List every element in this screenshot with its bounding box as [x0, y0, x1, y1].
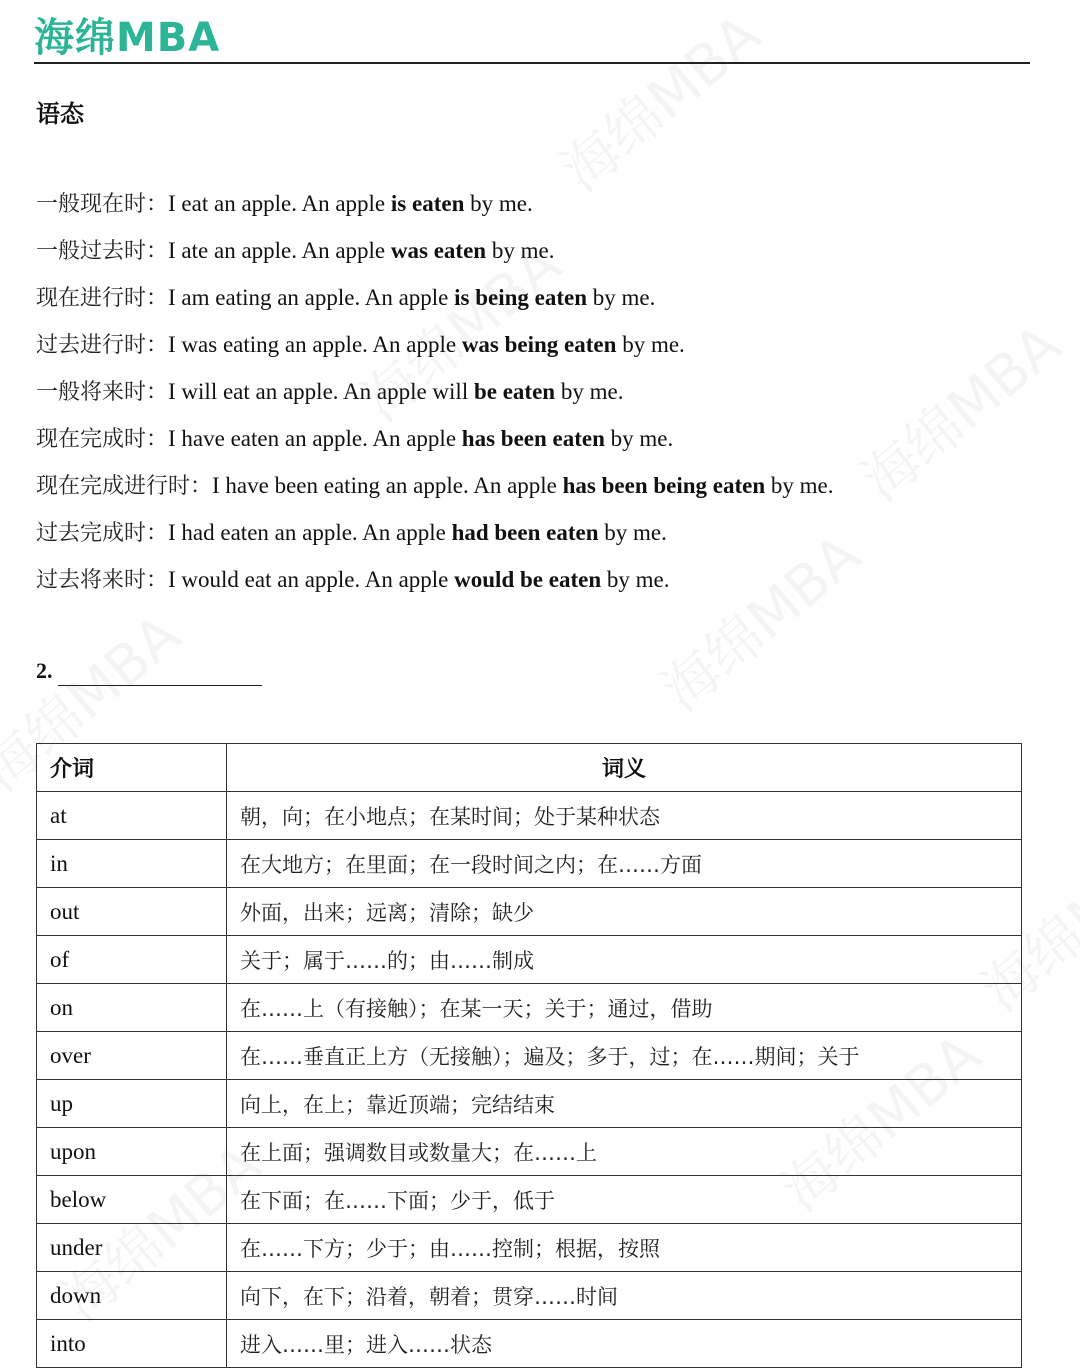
table-row: [37, 1080, 1022, 1128]
meaning-cell: 在……上（有接触）；在某一天；关于；通过，借助: [227, 984, 1022, 1032]
tense-label: 现在完成进行时：: [36, 474, 213, 499]
passive-verb-phrase: is eaten: [390, 191, 465, 216]
sentence-text: by me.: [765, 473, 834, 498]
passive-verb-phrase: would be eaten: [454, 567, 602, 592]
preposition-cell: down: [37, 1272, 227, 1320]
brand-logo: 海绵MBA: [34, 15, 221, 61]
tense-label: 现在完成时：: [36, 427, 169, 452]
preposition-cell: of: [37, 936, 227, 984]
sentence-text: by me.: [486, 238, 555, 263]
table-row: [37, 1272, 1022, 1320]
passive-verb-phrase: be eaten: [473, 379, 556, 404]
passive-verb-phrase: has been being eaten: [562, 473, 766, 498]
example-sentence: [168, 238, 554, 263]
sentence-text: by me.: [601, 567, 670, 592]
preposition-cell: at: [37, 792, 227, 840]
table-row: [37, 1176, 1022, 1224]
meaning-cell: 向下，在下；沿着，朝着；贯穿……时间: [227, 1272, 1022, 1320]
sentence-text: I was eating an apple. An apple: [168, 332, 462, 357]
voice-example-line: [36, 415, 1036, 462]
sentence-text: I eat an apple. An apple: [168, 191, 391, 216]
preposition-table: [36, 743, 1022, 1368]
table-header-row: [37, 744, 1022, 792]
sentence-text: I ate an apple. An apple: [168, 238, 391, 263]
voice-example-line: [36, 368, 1036, 415]
header-meaning: 词义: [227, 744, 1022, 792]
example-sentence: [168, 191, 533, 216]
voice-example-line: [36, 462, 1036, 509]
sentence-text: I am eating an apple. An apple: [168, 285, 455, 310]
sentence-text: I would eat an apple. An apple: [168, 567, 455, 592]
meaning-cell: 在下面；在……下面；少于，低于: [227, 1176, 1022, 1224]
section-title: 语态: [36, 100, 84, 128]
preposition-cell: out: [37, 888, 227, 936]
voice-example-line: [36, 509, 1036, 556]
tense-label: 一般将来时：: [36, 380, 169, 405]
tense-label: 过去将来时：: [36, 568, 169, 593]
meaning-cell: 进入……里；进入……状态: [227, 1320, 1022, 1368]
voice-example-line: [36, 321, 1036, 368]
table-row: [37, 888, 1022, 936]
example-sentence: [168, 379, 623, 404]
example-sentence: [168, 285, 655, 310]
meaning-cell: 在上面；强调数目或数量大；在……上: [227, 1128, 1022, 1176]
voice-example-line: [36, 227, 1036, 274]
meaning-cell: 在大地方；在里面；在一段时间之内；在……方面: [227, 840, 1022, 888]
meaning-cell: 朝，向；在小地点；在某时间；处于某种状态: [227, 792, 1022, 840]
section-2-blank-line: [58, 685, 262, 686]
header-divider: [34, 62, 1030, 64]
preposition-cell: on: [37, 984, 227, 1032]
voice-example-list: [36, 180, 1036, 603]
meaning-cell: 外面，出来；远离；清除；缺少: [227, 888, 1022, 936]
sentence-text: I have been eating an apple. An apple: [212, 473, 563, 498]
voice-example-line: [36, 274, 1036, 321]
header-preposition: 介词: [37, 744, 227, 792]
sentence-text: by me.: [598, 520, 667, 545]
sentence-text: by me.: [587, 285, 656, 310]
table-row: [37, 792, 1022, 840]
meaning-cell: 在……垂直正上方（无接触）；遍及；多于，过；在……期间；关于: [227, 1032, 1022, 1080]
table-row: [37, 936, 1022, 984]
tense-label: 过去完成时：: [36, 521, 169, 546]
example-sentence: [168, 426, 673, 451]
meaning-cell: 在……下方；少于；由……控制；根据，按照: [227, 1224, 1022, 1272]
sentence-text: by me.: [464, 191, 533, 216]
table-row: [37, 1128, 1022, 1176]
preposition-cell: up: [37, 1080, 227, 1128]
tense-label: 现在进行时：: [36, 286, 169, 311]
example-sentence: [212, 473, 834, 498]
preposition-cell: upon: [37, 1128, 227, 1176]
example-sentence: [168, 332, 685, 357]
example-sentence: [168, 520, 667, 545]
preposition-cell: under: [37, 1224, 227, 1272]
example-sentence: [168, 567, 669, 592]
passive-verb-phrase: was eaten: [390, 238, 487, 263]
voice-example-line: [36, 180, 1036, 227]
tense-label: 过去进行时：: [36, 333, 169, 358]
section-2-number: 2.: [36, 658, 53, 683]
preposition-cell: into: [37, 1320, 227, 1368]
table-row: [37, 1320, 1022, 1368]
sentence-text: by me.: [616, 332, 685, 357]
passive-verb-phrase: was being eaten: [461, 332, 617, 357]
sentence-text: I had eaten an apple. An apple: [168, 520, 452, 545]
meaning-cell: 向上，在上；靠近顶端；完结结束: [227, 1080, 1022, 1128]
table-row: [37, 1032, 1022, 1080]
tense-label: 一般过去时：: [36, 239, 169, 264]
tense-label: 一般现在时：: [36, 192, 169, 217]
table-row: [37, 1224, 1022, 1272]
sentence-text: by me.: [555, 379, 624, 404]
table-row: [37, 984, 1022, 1032]
sentence-text: I have eaten an apple. An apple: [168, 426, 462, 451]
preposition-cell: over: [37, 1032, 227, 1080]
table-row: [37, 840, 1022, 888]
sentence-text: I will eat an apple. An apple will: [168, 379, 474, 404]
preposition-cell: in: [37, 840, 227, 888]
passive-verb-phrase: is being eaten: [454, 285, 588, 310]
preposition-cell: below: [37, 1176, 227, 1224]
meaning-cell: 关于；属于……的；由……制成: [227, 936, 1022, 984]
passive-verb-phrase: has been eaten: [461, 426, 605, 451]
sentence-text: by me.: [604, 426, 674, 451]
passive-verb-phrase: had been eaten: [451, 520, 599, 545]
voice-example-line: [36, 556, 1036, 603]
watermark: [542, 0, 775, 207]
